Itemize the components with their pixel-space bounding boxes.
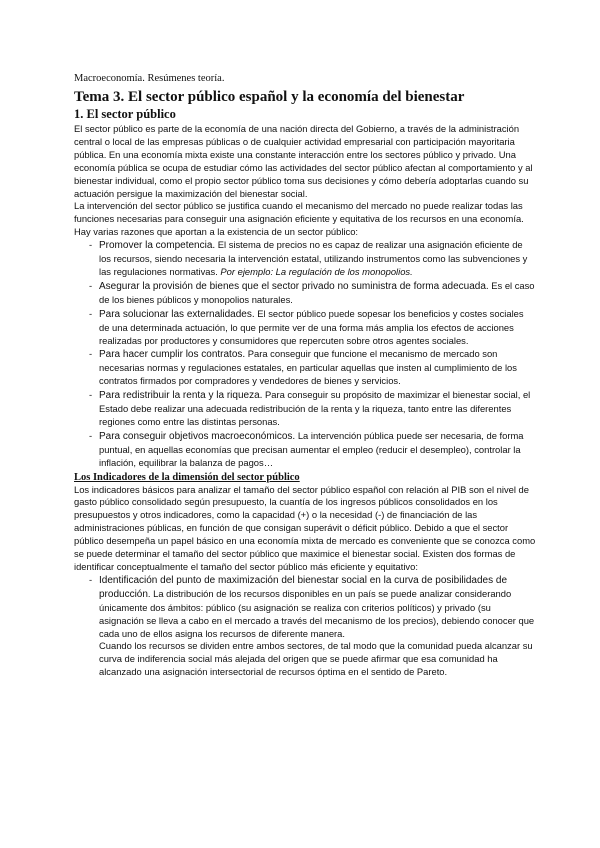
- identification-list: [74, 574, 536, 679]
- item-body: Es el caso de los bienes públicos y monopolios naturales.: [99, 279, 535, 305]
- paragraph: Los indicadores básicos para analizar el tamaño del sector público español con relación al PIB son el nivel de gasto público consolidado según presupuesto, la cuantía de los ingresos públicos consolidados en los presupuestos y otros indicadores, como la capacidad (+) o la necesidad (-) de financiación de las administraciones públicas, en función de que consigan superávit o déficit público. Debido a que el sector público desempeña un papel básico en una economía mixta de mercado es conveniente que se conozca como se puede determinar el tamaño del sector público que maximice el bienestar social. Existen dos formas de identificar conceptualmente el tamaño del sector público más eficiente y equitativo:: [74, 483, 536, 572]
- item-lead: Para redistribuir la renta y la riqueza.: [99, 390, 263, 402]
- list-item: - Identificación del punto de maximización del bienestar social en la curva de posibilidades de producción. La distribución de los recursos disponibles en un país se puede analizar considerando únicamente dos ámbitos: público (su asignación se realiza con criterios políticos) y privado (su asignación se lleva a cabo en el mercado a través del mecanismo de los precios), debiendo conocer que cada uno de ellos asigna los recursos de diferente manera. Cuando los recursos se dividen entre ambos sectores, de tal modo que la comunidad pueda alcanzar su curva de indiferencia social más alejada del origen que se puede afirmar que esa comunidad ha alcanzado una asignación intersectorial de recursos óptima en el sentido de Pareto.: [89, 573, 535, 678]
- list-item: - Para hacer cumplir los contratos. Para conseguir que funcione el mecanismo de mercado son necesarias normas y regulaciones estatales, en particular aquellas que insten al cumplimiento de los contratos firmados por compradores y vendedores de bienes y servicios.: [89, 348, 517, 387]
- item-italic: Por ejemplo: La regulación de los monopolios.: [220, 265, 413, 277]
- document-content: [74, 72, 536, 680]
- list-item: - Para solucionar las externalidades. El sector público puede sopesar los beneficios y costes sociales de una determinada actuación, lo que permite ver de una forma más amplia los efectos de acciones realizadas por productores y consumidores que repercuten sobre otros agentes sociales.: [89, 307, 524, 346]
- reasons-list: [74, 239, 536, 469]
- item-lead: Para solucionar las externalidades.: [99, 308, 255, 320]
- item-body: La intervención pública puede ser necesaria, de forma puntual, en aquellas economías que precisan aumentar el empleo (reducir el desempleo), controlar la inflación, equilibrar la balanza de pagos…: [99, 429, 524, 468]
- list-item: - Para redistribuir la renta y la riqueza. Para conseguir su propósito de maximizar el bienestar social, el Estado debe realizar una adecuada redistribución de la renta y la riqueza, tanto entre las diferentes regiones como entre las distintas personas.: [89, 389, 531, 427]
- item-body: Para conseguir que funcione el mecanismo de mercado son necesarias normas y regulaciones estatales, en particular aquellas que insten al cumplimiento de los contratos firmados por compradores y vendedores de bienes y servicios.: [99, 348, 517, 387]
- item-lead: Asegurar la provisión de bienes que el sector privado no suministra de forma adecuada.: [99, 280, 489, 292]
- item-extra-paragraph: Cuando los recursos se dividen entre ambos sectores, de tal modo que la comunidad pueda alcanzar su curva de indiferencia social más alejada del origen que se puede afirmar que esa comunidad ha alcanzado una asignación intersectorial de recursos óptima en el sentido de Pareto.: [99, 640, 533, 678]
- item-lead: Promover la competencia.: [99, 240, 216, 252]
- list-item: - Promover la competencia. El sistema de precios no es capaz de realizar una asignación eficiente de los recursos, siendo necesaria la intervención estatal, utilizando instrumentos como las subvenciones y las regulaciones normativas. Por ejemplo: La regulación de los monopolios.: [89, 239, 528, 277]
- item-lead: Para hacer cumplir los contratos.: [99, 349, 246, 361]
- item-body: El sector público puede sopesar los beneficios y costes sociales de una determinada actuación, lo que permite ver de una forma más amplia los efectos de acciones realizadas por productores y consumidores que repercuten sobre otros agentes sociales.: [99, 307, 524, 346]
- item-lead: Para conseguir objetivos macroeconómicos.: [99, 430, 296, 442]
- item-body: . La distribución de los recursos disponibles en un país se puede analizar considerando únicamente dos ámbitos: público (su asignación se realiza con criterios políticos) y privado (su asignación se lleva a cabo en el mercado a través del mecanismo de los precios), debiendo conocer que cada uno de ellos asigna los recursos de diferente manera.: [99, 587, 535, 639]
- paragraph: El sector público es parte de la economía de una nación directa del Gobierno, a través de la administración central o local de las empresas públicas o de cualquier actividad empresarial con participación mayoritaria pública. En una economía mixta existe una constante interacción entre los sectores público y privado. Una economía pública se ocupa de estudiar cómo las actividades del sector público afectan al comportamiento y al bienestar individual, como el propio sector público toma sus decisiones y cómo debería adoptarlas cuando su actuación persigue la maximización del bienestar social.: [74, 123, 533, 199]
- section-heading-indicadores: Los Indicadores de la dimensión del sector público: [74, 471, 300, 483]
- document-title: Tema 3. El sector público español y la economía del bienestar: [74, 89, 465, 105]
- list-item: - Para conseguir objetivos macroeconómicos. La intervención pública puede ser necesaria, de forma puntual, en aquellas economías que precisan aumentar el empleo (reducir el desempleo), controlar la inflación, equilibrar la balanza de pagos…: [89, 429, 524, 468]
- paragraph: La intervención del sector público se justifica cuando el mecanismo del mercado no puede realizar todas las funciones necesarias para conseguir una asignación eficiente y equitativa de los recursos en una economía. Hay varias razones que aportan a la existencia de un sector público:: [74, 200, 524, 238]
- document-header: Macroeconomía. Resúmenes teoría.: [74, 73, 225, 84]
- item-lead: Identificación del punto de maximización del bienestar social en la curva de posibilidades de producción: [99, 574, 508, 600]
- item-body: El sistema de precios no es capaz de realizar una asignación eficiente de los recursos, siendo necesaria la intervención estatal, utilizando instrumentos como las subvenciones y las regulaciones normativas.: [99, 239, 528, 277]
- item-body: Para conseguir su propósito de maximizar el bienestar social, el Estado debe realizar una adecuada redistribución de la renta y la riqueza, tanto entre las diferentes regiones como entre las distintas personas.: [99, 389, 531, 427]
- list-item: - Asegurar la provisión de bienes que el sector privado no suministra de forma adecuada. Es el caso de los bienes públicos y monopolios naturales.: [89, 279, 535, 305]
- section-heading-sector-publico: 1. El sector público: [74, 107, 176, 121]
